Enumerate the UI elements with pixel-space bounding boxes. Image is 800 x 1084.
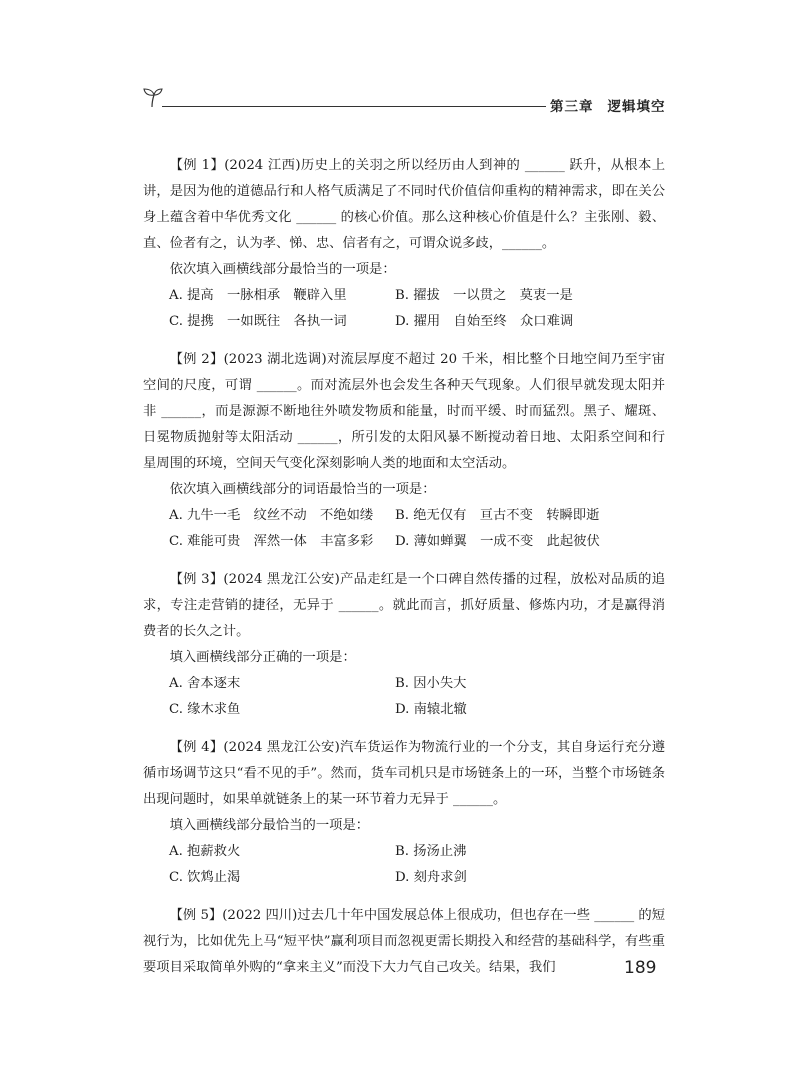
option-list — [143, 839, 665, 891]
section-title: 逻辑填空 — [607, 99, 666, 115]
option-b: B. 绝无仅有 亘古不变 转瞬即逝 — [395, 508, 600, 523]
chapter-number: 第三章 — [550, 99, 594, 115]
example-3 — [143, 567, 665, 723]
sprout-icon — [142, 86, 164, 110]
example-1 — [143, 153, 665, 335]
question-prompt: 填入画横线部分正确的一项是： — [169, 650, 356, 665]
example-text: 【例 3】(2024 黑龙江公安)产品走红是一个口碑自然传播的过程，放松对品质的追求，专注走营销的捷径，无异于 ______。就此而言，抓好质量、修炼内功，才是赢得消费者的长久之计。 — [143, 572, 665, 639]
option-list — [143, 671, 665, 723]
question-prompt: 填入画横线部分最恰当的一项是： — [169, 818, 370, 833]
option-a: A. 抱薪救火 — [169, 844, 241, 859]
option-d: D. 薄如蝉翼 一成不变 此起彼伏 — [395, 534, 600, 549]
option-d: D. 南辕北辙 — [395, 702, 467, 717]
example-2 — [143, 347, 665, 555]
option-list — [143, 283, 665, 335]
option-a: A. 九牛一毛 纹丝不动 不绝如缕 — [169, 508, 374, 523]
page-body — [143, 153, 665, 993]
question-prompt: 依次填入画横线部分的词语最恰当的一项是： — [169, 482, 436, 497]
header-rule — [162, 106, 546, 107]
option-c: C. 提携 一如既往 各执一词 — [169, 314, 347, 329]
option-b: B. 擢拔 一以贯之 莫衷一是 — [395, 288, 573, 303]
option-d: D. 刻舟求剑 — [395, 870, 467, 885]
example-text: 【例 4】(2024 黑龙江公安)汽车货运作为物流行业的一个分支，其自身运行充分遵循市场调节这只“看不见的手”。然而，货车司机只是市场链条上的一环，当整个市场链条出现问题时，如果单就链条上的某一环节着力无异于 ______。 — [143, 740, 665, 807]
option-b: B. 因小失大 — [395, 676, 467, 691]
option-b: B. 扬汤止沸 — [395, 844, 467, 859]
example-text: 【例 5】(2022 四川)过去几十年中国发展总体上很成功，但也存在一些 ______ 的短视行为，比如优先上马“短平快”赢利项目而忽视更需长期投入和经营的基础科学，有些重要项目采取简单外购的“拿来主义”而没下大力气自己攻关。结果，我们 — [143, 908, 665, 975]
example-text: 【例 1】(2024 江西)历史上的关羽之所以经历由人到神的 ______ 跃升，从根本上讲，是因为他的道德品行和人格气质满足了不同时代价值信仰重构的精神需求，即在关公身上蕴含着中华优秀文化 ______ 的核心价值。那么这种核心价值是什么？主张刚、毅、直、俭者有之，认为孝、悌、忠、信者有之，可谓众说多歧，______。 — [143, 158, 665, 251]
option-a: A. 提高 一脉相承 鞭辟入里 — [169, 288, 347, 303]
option-c: C. 缘木求鱼 — [169, 702, 241, 717]
page-number: 189 — [624, 958, 657, 978]
running-header — [142, 86, 666, 116]
option-c: C. 饮鸩止渴 — [169, 870, 241, 885]
option-d: D. 擢用 自始至终 众口难调 — [395, 314, 574, 329]
example-5 — [143, 903, 665, 981]
option-c: C. 难能可贵 浑然一体 丰富多彩 — [169, 534, 374, 549]
example-text: 【例 2】(2023 湖北选调)对流层厚度不超过 20 千米，相比整个日地空间乃至宇宙空间的尺度，可谓 ______。而对流层外也会发生各种天气现象。人们很早就发现太阳并非 ______，而是源源不断地往外喷发物质和能量，时而平缓、时而猛烈。黑子、耀斑、日冕物质抛射等太阳活动 ______，所引发的太阳风暴不断搅动着日地、太阳系空间和行星周围的环境，空间天气变化深刻影响人类的地面和太空活动。 — [143, 352, 665, 471]
example-4 — [143, 735, 665, 891]
option-a: A. 舍本逐末 — [169, 676, 241, 691]
chapter-title — [550, 95, 680, 115]
question-prompt: 依次填入画横线部分最恰当的一项是： — [169, 262, 396, 277]
option-list — [143, 503, 665, 555]
